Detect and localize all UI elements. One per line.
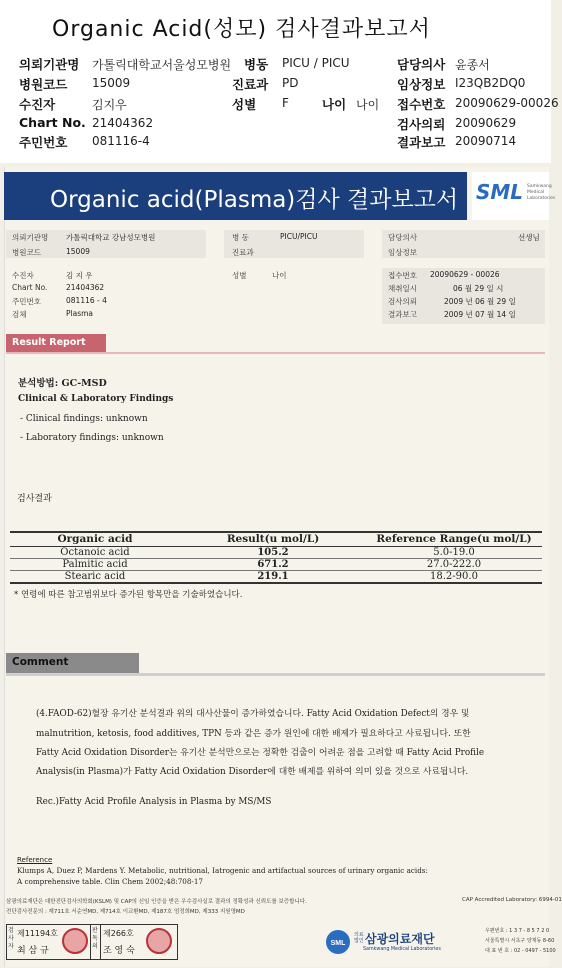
cap-accreditation: CAP Accredited Laboratory: 6994-01: [462, 897, 562, 903]
table-note: * 연령에 따른 참고범위보다 증가된 항목만을 기술하였습니다.: [14, 590, 243, 600]
foundation-name: 삼광의료재단: [365, 932, 435, 946]
hdr-org-label: 의뢰기관명: [19, 57, 80, 72]
info-org-label: 의뢰기관명: [12, 233, 49, 242]
info-clin-label: 임상정보: [388, 248, 417, 257]
info-recv-value: 20090629 - 00026: [430, 270, 500, 279]
acid-result: 105.2: [180, 546, 366, 558]
hdr-recv-value: 20090629-00026: [455, 96, 559, 110]
reader-tag: 판독의: [92, 927, 98, 950]
reader-seal: [146, 928, 172, 954]
hdr-doctor-label: 담당의사: [397, 57, 446, 72]
examiner-name: 최 삼 규: [17, 946, 49, 956]
info-req-value: 2009 년 06 월 29 일: [444, 297, 516, 306]
address-line-2: 서울특별시 서초구 양재동 8-60: [485, 938, 555, 944]
hdr-sex-value: F: [282, 96, 289, 110]
comment-bar: [6, 653, 139, 673]
info-rrn-value: 081116 - 4: [66, 296, 107, 305]
footer-line-2: 전단검사전문의 : 제711호 서순연MD, 제714호 이교환MD, 제187호 엄정희MD, 제333 지원영MD: [6, 909, 245, 915]
info-code-value: 15009: [66, 247, 90, 256]
result-report-label: Result Report: [12, 337, 86, 348]
table-row: [10, 558, 542, 570]
reference-label: Reference: [17, 856, 53, 864]
examiner-tag: 검사자: [8, 927, 14, 950]
foundation-tag: 의료법인: [354, 932, 364, 944]
info-chart-value: 21404362: [66, 283, 105, 292]
acid-result: 671.2: [180, 558, 366, 570]
hdr-age-label: 나이: [322, 97, 347, 112]
sml-logo-text: SML: [476, 180, 524, 204]
info-ward-value: PICU/PICU: [280, 232, 318, 241]
examiner-license: 제11194호: [17, 929, 58, 938]
info-rep-label: 결과보고: [388, 310, 417, 319]
info-rrn-label: 주민번호: [12, 297, 41, 306]
clinical-findings: - Clinical findings: unknown: [20, 414, 148, 424]
hdr-clin-value: I23QB2DQ0: [455, 76, 526, 90]
comment-line: (4.FAOD-62)혈장 유기산 분석결과 위의 대사산물이 증가하였습니다. Fatty Acid Oxidation Defect의 경우 및: [36, 709, 470, 719]
hdr-patient-label: 수진자: [19, 97, 56, 112]
reader-license: 제266호: [103, 929, 134, 938]
acid-name: Stearic acid: [10, 570, 180, 583]
findings-title: Clinical & Laboratory Findings: [18, 394, 174, 404]
comment-line: Analysis(in Plasma)가 Fatty Acid Oxidation Disorder에 대한 배제를 위하여 의미 있을 것으로 사료됩니다.: [36, 767, 469, 777]
info-dept-label: 진료과: [232, 248, 254, 257]
hdr-chart-value: 21404362: [92, 116, 154, 130]
hdr-dept-label: 진료과: [232, 77, 269, 92]
result-divider: [6, 352, 545, 354]
reference-line-1: Klumps A, Duez P, Mardens Y. Metabolic, nutritional, Iatrogenic and artifactual sources of urinary organic acids:: [17, 866, 428, 875]
hdr-rep-label: 결과보고: [397, 135, 446, 150]
col-organic-acid: Organic acid: [10, 532, 180, 546]
hdr-recv-label: 접수번호: [397, 97, 446, 112]
hdr-code-value: 15009: [92, 76, 131, 90]
info-collect-label: 채취일시: [388, 284, 417, 293]
col-reference: Reference Range(u mol/L): [366, 532, 542, 546]
table-row: [10, 546, 542, 558]
comment-line: Fatty Acid Oxidation Disorder는 유기산 분석만으로는 정확한 검출이 어려운 점을 고려할 때 Fatty Acid Profile: [36, 748, 485, 758]
info-age-label: 나이: [272, 271, 287, 280]
hdr-doctor-value: 윤종서: [455, 58, 490, 72]
method-text: 분석방법: GC-MSD: [18, 378, 107, 389]
hdr-sex-label: 성별: [232, 97, 257, 112]
foundation-logo-icon: [325, 929, 351, 955]
comment-divider: [6, 673, 545, 676]
info-specimen-label: 검체: [12, 310, 27, 319]
footer-line-1: 삼광의료재단은 대한진단검사의학회(KSLM) 및 CAP의 신임 인증을 받은 우수검사실로 결과의 정확성과 신뢰도를 보증합니다.: [6, 899, 307, 905]
table-row: [10, 570, 542, 583]
hdr-patient-value: 김지우: [92, 98, 127, 112]
hdr-rrn-label: 주민번호: [19, 135, 68, 150]
info-patient-label: 수진자: [12, 271, 34, 280]
info-patient-value: 김 지 우: [66, 271, 93, 280]
info-specimen-value: Plasma: [66, 309, 94, 318]
acid-reference: 27.0-222.0: [366, 558, 542, 570]
col-result: Result(u mol/L): [180, 532, 366, 546]
hdr-rep-value: 20090714: [455, 134, 517, 148]
results-label: 검사결과: [17, 494, 52, 504]
recommendation: Rec.)Fatty Acid Profile Analysis in Plasma by MS/MS: [36, 797, 272, 807]
address-line-3: 대 표 번 호 : 02 - 0497 - 5100: [485, 948, 556, 954]
hdr-clin-label: 임상정보: [397, 77, 446, 92]
info-chart-label: Chart No.: [12, 283, 48, 292]
info-rep-value: 2009 년 07 월 14 일: [444, 310, 516, 319]
address-line-1: 우편번호 : 1 3 7 - 8 5 7 2 0: [485, 928, 550, 934]
hdr-dept-value: PD: [282, 76, 299, 90]
report-banner-title: Organic acid(Plasma)검사 결과보고서: [50, 187, 459, 213]
info-code-label: 병원코드: [12, 248, 41, 257]
hdr-chart-label: Chart No.: [19, 115, 86, 130]
hdr-ward-value: PICU / PICU: [282, 56, 350, 70]
hdr-req-label: 검사의뢰: [397, 117, 446, 132]
svg-text:SML: SML: [330, 940, 346, 947]
hdr-org-value: 가톨릭대학교서울성모병원: [92, 58, 232, 72]
examiner-seal: [62, 928, 88, 954]
foundation-english-name: Samkwang Medical Laboratories: [363, 947, 441, 952]
laboratory-findings: - Laboratory findings: unknown: [20, 433, 164, 443]
info-sex-label: 성별: [232, 271, 247, 280]
info-req-label: 검사의뢰: [388, 297, 417, 306]
acid-reference: 18.2-90.0: [366, 570, 542, 583]
patient-info-grid: [6, 226, 545, 324]
hdr-req-value: 20090629: [455, 116, 517, 130]
reader-name: 조 영 숙: [103, 946, 135, 956]
hdr-code-label: 병원코드: [19, 77, 68, 92]
info-ward-label: 병 동: [232, 233, 249, 242]
info-doctor-label: 담당의사: [388, 233, 417, 242]
result-report-bar: [6, 334, 106, 352]
info-doctor-suffix: 선생님: [518, 233, 540, 242]
info-org-value: 가톨릭대학교 강남성모병원: [66, 233, 156, 242]
acid-name: Octanoic acid: [10, 546, 180, 558]
page-title: Organic Acid(성모) 검사결과보고서: [52, 17, 431, 42]
info-collect-value: 06 월 29 일 시: [453, 284, 504, 293]
hdr-ward-label: 병동: [244, 57, 269, 72]
info-recv-label: 접수번호: [388, 271, 417, 280]
acid-reference: 5.0-19.0: [366, 546, 542, 558]
acid-name: Palmitic acid: [10, 558, 180, 570]
comment-line: malnutrition, ketosis, food additives, TPN 등과 같은 증가 원인에 대한 배제가 필요하다고 사료됩니다. 또한: [36, 729, 471, 739]
reference-line-2: A comprehensive table. Clin Chem 2002;48:708-17: [17, 877, 203, 886]
acid-result: 219.1: [180, 570, 366, 583]
sml-logo-subtitle: Samkwang Medical Laboratories: [527, 184, 556, 201]
hdr-rrn-value: 081116-4: [92, 134, 150, 148]
results-table: [10, 531, 542, 584]
hdr-age-value: 나이: [356, 98, 380, 112]
comment-label: Comment: [12, 656, 69, 668]
foundation-block: [325, 925, 556, 961]
